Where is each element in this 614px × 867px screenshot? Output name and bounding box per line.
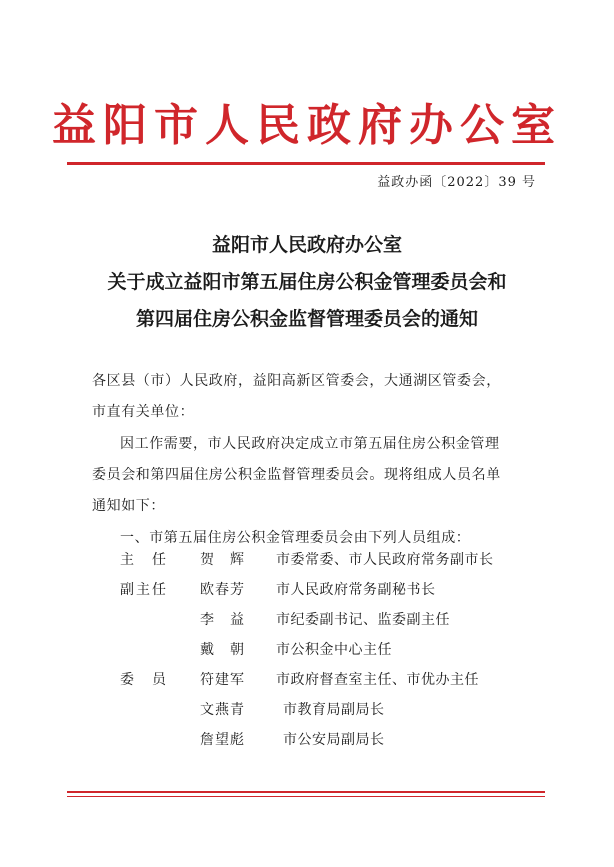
member-name: 詹望彪	[200, 732, 245, 748]
member-name: 李 益	[200, 612, 245, 628]
member-title: 市教育局副局长	[283, 702, 385, 718]
member-title: 市公安局副局长	[283, 732, 385, 748]
member-name: 欧春芳	[200, 582, 245, 598]
intro-line-3: 通知如下：	[92, 498, 165, 514]
addressee-line-2: 市直有关单位：	[92, 404, 195, 420]
member-name: 文燕青	[200, 702, 245, 718]
member-title: 市纪委副书记、监委副主任	[276, 612, 450, 628]
title-line-1: 益阳市人民政府办公室	[211, 234, 402, 256]
addressee-line-1: 各区县（市）人民政府，益阳高新区管委会，大通湖区管委会，	[92, 373, 501, 389]
member-title: 市人民政府常务副秘书长	[276, 582, 436, 598]
title-line-3: 第四届住房公积金监督管理委员会的通知	[135, 308, 478, 330]
member-title: 市委常委、市人民政府常务副市长	[276, 552, 494, 568]
title-line-2: 关于成立益阳市第五届住房公积金管理委员会和	[107, 271, 507, 293]
member-role: 委 员	[120, 672, 168, 688]
section-1-heading: 一、市第五届住房公积金管理委员会由下列人员组成：	[120, 530, 471, 546]
intro-line-2: 委员会和第四届住房公积金监督管理委员会。现将组成人员名单	[92, 467, 501, 483]
member-name: 符建军	[200, 672, 245, 688]
footer-red-rule	[67, 791, 545, 793]
footer-red-rule-thin	[67, 796, 545, 797]
document-number: 益政办函〔2022〕39 号	[377, 175, 536, 190]
member-name: 贺 辉	[200, 552, 245, 568]
member-title: 市公积金中心主任	[276, 642, 392, 658]
member-name: 戴 朝	[200, 642, 245, 658]
issuing-office-header: 益阳市人民政府办公室	[52, 100, 562, 151]
member-title: 市政府督查室主任、市优办主任	[276, 672, 479, 688]
member-role: 副主任	[120, 582, 168, 598]
member-role: 主 任	[120, 552, 168, 568]
header-red-rule	[67, 162, 545, 165]
intro-line-1: 因工作需要，市人民政府决定成立市第五届住房公积金管理	[120, 436, 500, 452]
